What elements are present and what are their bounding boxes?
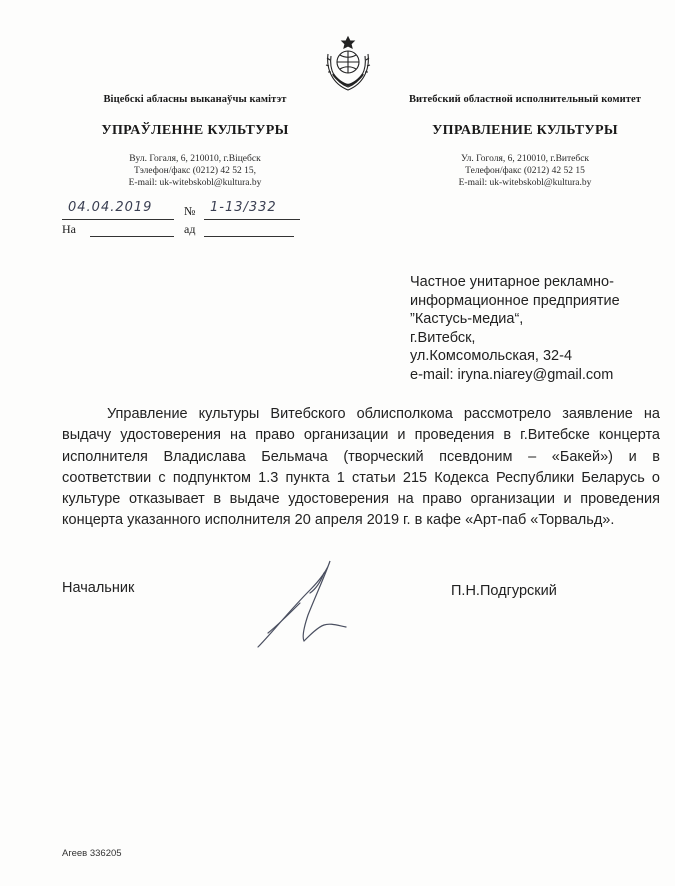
header-phone: Тэлефон/факс (0212) 42 52 15, [133,166,257,176]
header-phone: Телефон/факс (0212) 42 52 15 [465,166,585,176]
header-department: УПРАВЛЕНИЕ КУЛЬТУРЫ [432,123,618,138]
header-org-name: Витебский областной исполнительный комитет [408,94,642,105]
number-underline [204,219,300,220]
header-left-belarusian [70,94,320,189]
header-email: E-mail: uk-witebskobl@kultura.by [128,178,262,188]
header-right-russian [385,94,665,189]
header-email: E-mail: uk-witebskobl@kultura.by [458,178,592,188]
body-paragraph: Управление культуры Витебского облисполкома рассмотрело заявление на выдачу удостоверения на право организации и проведения в г.Витебске концерта исполнителя Владислава Бельмача (творческий псевдоним – «Бакей») и в соответствии с подпунктом 1.3 пункта 1 статьи 215 Кодекса Республики Беларусь о культуре отказывает в выдаче удостоверения на право организации и проведения концерта указанного исполнителя 20 апреля 2019 г. в кафе «Арт-паб «Торвальд». [62,406,660,529]
header-address: Вул. Гогаля, 6, 210010, г.Віцебск [129,154,261,164]
letter-body [62,404,660,532]
signatory-name: П.Н.Подгурский [451,583,557,599]
recipient-block [410,273,660,384]
ad-underline [204,236,294,237]
header-contacts [70,153,320,189]
recipient-line: Частное унитарное рекламно- [410,274,614,290]
recipient-line: ”Кастусь-медиа“, [410,311,524,327]
coat-of-arms-emblem [323,34,373,92]
ad-label: ад [184,222,196,236]
na-label: На [62,222,76,236]
date-underline [62,219,174,220]
executor-footer: Агеев 336205 [62,848,122,859]
recipient-email: e-mail: iryna.niarey@gmail.com [410,366,614,383]
handwritten-number: 1-13/332 [210,200,277,215]
header-org-name: Віцебскі абласны выканаўчы камітэт [103,94,287,105]
handwritten-date: 04.04.2019 [68,200,153,215]
handwritten-signature [250,555,360,655]
recipient-line: информационное предприятие [410,292,620,309]
reference-block [62,200,322,244]
header-contacts [385,153,665,189]
header-address: Ул. Гоголя, 6, 210010, г.Витебск [460,154,590,164]
signatory-title: Начальник [62,580,135,596]
number-label: № [184,204,196,218]
recipient-line: ул.Комсомольская, 32-4 [410,348,573,364]
na-underline [90,236,174,237]
header-department: УПРАЎЛЕННЕ КУЛЬТУРЫ [101,123,289,138]
recipient-line: г.Витебск, [410,329,476,346]
